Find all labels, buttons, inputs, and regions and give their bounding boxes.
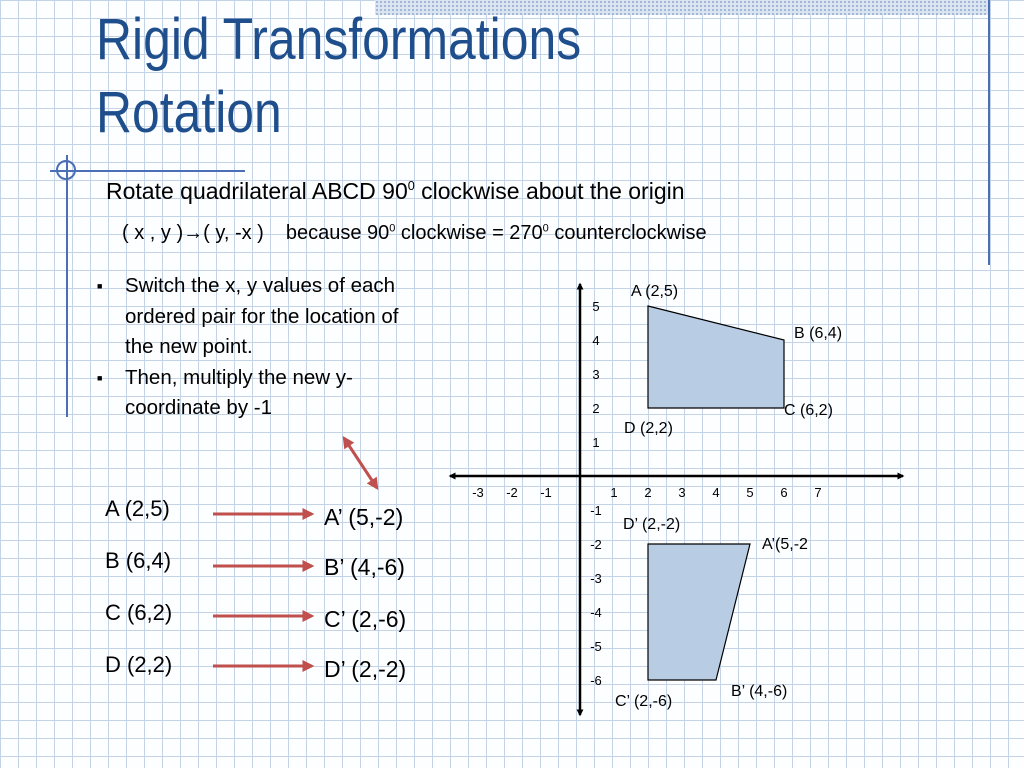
x-tick-label: 2: [644, 485, 652, 500]
vertex-label: D’ (2,-2): [623, 516, 681, 533]
rule-note-prefix: because 90: [285, 222, 390, 244]
rule-note-degree-2: 0: [542, 222, 549, 235]
bullet-text: Then, multiply the new y-coordinate by -1: [125, 365, 353, 419]
quadrilateral-abcd: [648, 306, 784, 408]
x-tick-label: -3: [472, 485, 484, 500]
original-point-c: C (6,2): [105, 600, 173, 625]
x-tick-label: 6: [780, 485, 788, 500]
y-tick-label: -4: [590, 605, 602, 620]
rule-note-mid: clockwise = 270: [395, 222, 543, 244]
x-tick-label: 7: [814, 485, 822, 500]
vertex-label: C’ (2,-6): [615, 693, 673, 710]
bullet-text: Switch the x, y values of each ordered pair for the location of the new point.: [125, 274, 399, 358]
y-tick-label: -6: [590, 673, 602, 688]
title-line-2: Rotation: [96, 79, 282, 145]
x-tick-label: 3: [678, 485, 686, 500]
rule-mapping: ( x , y )→( y, -x ): [122, 222, 264, 244]
vertex-label: B (6,4): [794, 325, 843, 342]
vertex-label: D (2,2): [624, 420, 673, 437]
rule-note-suffix: counterclockwise: [548, 222, 707, 244]
original-point-d: D (2,2): [105, 652, 173, 677]
vertex-label: A’(5,-2: [762, 536, 808, 553]
x-tick-label: 1: [610, 485, 618, 500]
image-point-c: C’ (2,-6): [324, 606, 407, 632]
vertex-label: C (6,2): [784, 402, 833, 419]
x-tick-label: -2: [506, 485, 518, 500]
y-tick-label: 3: [592, 367, 600, 382]
rule-note-degree-1: 0: [389, 222, 396, 235]
image-point-a: A’ (5,-2): [324, 504, 404, 530]
image-point-d: D’ (2,-2): [324, 656, 407, 682]
y-tick-label: 2: [592, 401, 600, 416]
vertex-label: B’ (4,-6): [731, 683, 788, 700]
y-tick-label: -5: [590, 639, 602, 654]
swap-arrow-icon: [344, 438, 377, 488]
instruction-prefix: Rotate quadrilateral ABCD 90: [106, 178, 408, 204]
y-tick-label: -3: [590, 571, 602, 586]
x-tick-label: 5: [746, 485, 754, 500]
y-tick-label: 5: [592, 299, 600, 314]
instruction-degree: 0: [407, 179, 415, 194]
x-tick-label: -1: [540, 485, 552, 500]
y-tick-label: -2: [590, 537, 602, 552]
quadrilateral-image: [648, 544, 750, 680]
original-point-a: A (2,5): [105, 496, 170, 521]
vertex-label: A (2,5): [631, 283, 679, 300]
title-line-1: Rigid Transformations: [96, 7, 582, 72]
instruction-suffix: clockwise about the origin: [414, 178, 685, 204]
y-tick-label: -1: [590, 503, 602, 518]
image-point-b: B’ (4,-6): [324, 554, 405, 580]
y-tick-label: 4: [592, 333, 600, 348]
y-tick-label: 1: [592, 435, 600, 450]
original-point-b: B (6,4): [105, 548, 172, 573]
mapping-arrows: [213, 438, 377, 666]
x-tick-label: 4: [712, 485, 720, 500]
